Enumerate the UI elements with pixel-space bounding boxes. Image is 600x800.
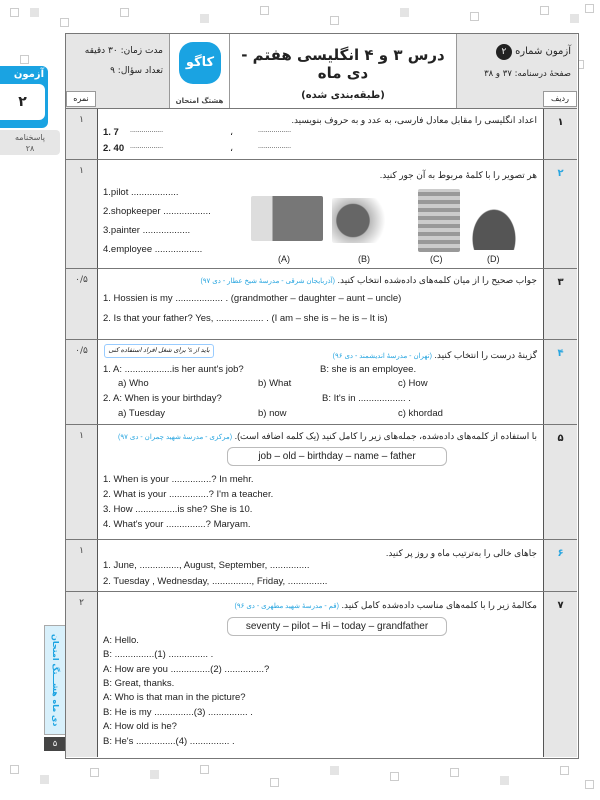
decorative-square <box>585 4 594 13</box>
picture-caption: (B) <box>358 254 370 264</box>
option[interactable]: b) What <box>258 378 292 389</box>
dialogue-line: A: How old is he? <box>103 721 177 732</box>
separator: ، <box>230 143 234 154</box>
question-item[interactable]: 2. Tuesday , Wednesday, ..............., Friday, ............... <box>103 576 328 587</box>
page-number: ۵ <box>44 737 66 751</box>
question-text <box>333 350 537 361</box>
decorative-square <box>30 8 39 17</box>
question-item[interactable]: 2. Is that your father? Yes, .................. . (I am – she is – he is – It is) <box>103 313 388 324</box>
answer-label: پاسخنامه <box>15 133 45 142</box>
decorative-square <box>390 772 399 781</box>
item-label: 1. 7 <box>103 127 119 138</box>
dialogue-line[interactable]: A: How are you ...............(2) ...............? <box>103 664 270 675</box>
match-item[interactable]: 2.shopkeeper .................. <box>103 206 211 217</box>
item-label: 2. 40 <box>103 143 125 154</box>
decorative-square <box>10 765 19 774</box>
lesson-pages: صفحهٔ درسنامه: ۳۷ و ۳۸ <box>484 69 571 79</box>
question-source: (مرکزی - مدرسهٔ شهید چمران - دی ۹۷) <box>118 434 233 441</box>
exam-number-badge: ۲ <box>496 44 512 60</box>
separator: ، <box>230 127 234 138</box>
instruction: مکالمهٔ زیر را با کلمه‌های مناسب داده‌شده کامل کنید. <box>341 600 537 610</box>
logo-area <box>170 34 230 108</box>
exam-sheet <box>65 33 579 759</box>
exam-time: مدت زمان: ۳۰ دقیقه <box>84 46 163 56</box>
question-score: ۱ <box>66 160 98 268</box>
word-bank: seventy – pilot – Hi – today – grandfather <box>227 617 447 636</box>
question-text <box>235 600 538 611</box>
instruction: گزینهٔ درست را انتخاب کنید. <box>434 350 537 360</box>
decorative-square <box>270 778 279 787</box>
question-row <box>66 424 577 539</box>
match-item[interactable]: 1.pilot .................. <box>103 187 179 198</box>
option[interactable]: a) Tuesday <box>118 408 165 419</box>
handwritten-note: باید از s' برای شغل افراد استفاده کنی <box>104 344 214 358</box>
decorative-square <box>570 14 579 23</box>
answer-blank[interactable]: ................. <box>258 143 292 150</box>
painter-picture <box>332 198 402 243</box>
question-score: ۰/۵ <box>66 269 98 339</box>
question-item: 2. A: When is your birthday? <box>103 393 222 404</box>
option[interactable]: b) now <box>258 408 287 419</box>
decorative-square <box>540 6 549 15</box>
option[interactable]: c) khordad <box>398 408 443 419</box>
decorative-square <box>90 768 99 777</box>
decorative-square <box>260 6 269 15</box>
brand-name: هشتگ امتحان <box>175 97 224 105</box>
question-text: اعداد انگلیسی را مقابل معادل فارسی، به عدد و به حروف بنویسید. <box>291 115 537 125</box>
question-text: هر تصویر را با کلمهٔ مربوط به آن جور کنید. <box>379 170 537 180</box>
title-area <box>230 34 457 108</box>
question-number: ۱ <box>543 109 577 159</box>
side-exam-tab[interactable] <box>0 66 48 128</box>
decorative-square <box>500 776 509 785</box>
question-row <box>66 108 577 159</box>
question-score: ۱ <box>66 425 98 539</box>
answer-blank[interactable]: ................. <box>130 143 164 150</box>
question-number: ۴ <box>543 340 577 424</box>
instruction: جواب صحیح را از میان کلمه‌های داده‌شده انتخاب کنید. <box>337 275 537 285</box>
decorative-square <box>40 775 49 784</box>
question-number: ۶ <box>543 540 577 591</box>
pilot-picture <box>472 194 527 250</box>
answer-blank[interactable]: ................. <box>130 127 164 134</box>
question-score: ۱ <box>66 540 98 591</box>
decorative-square <box>60 18 69 27</box>
decorative-square <box>400 8 409 17</box>
question-row <box>66 268 577 339</box>
question-score: ۱ <box>66 109 98 159</box>
question-number: ۵ <box>543 425 577 539</box>
decorative-square <box>120 8 129 17</box>
question-number: ۲ <box>543 160 577 268</box>
question-item[interactable]: 1. June, ..............., August, September, ............... <box>103 560 310 571</box>
question-row <box>66 591 577 757</box>
side-tab-label: آزمون <box>13 69 44 80</box>
decorative-square <box>470 12 479 21</box>
question-item[interactable]: 2. What is your ...............? I'm a teacher. <box>103 489 274 500</box>
question-source: (قم - مدرسهٔ شهید مطهری - دی ۹۶) <box>234 603 339 610</box>
dialogue-line: A: Hello. <box>103 635 139 646</box>
question-text <box>200 275 537 286</box>
question-item: 1. A: ..................is her aunt's job? <box>103 364 244 375</box>
question-source: (آذربایجان شرقی - مدرسهٔ شیخ عطار - دی ۹۷) <box>200 278 335 285</box>
page-subtitle: (طبقه‌بندی شده) <box>301 90 385 101</box>
picture-caption: (C) <box>430 254 443 264</box>
question-row <box>66 539 577 591</box>
score-header: نمره <box>66 91 96 107</box>
dialogue-line[interactable]: B: ...............(1) ............... . <box>103 649 214 660</box>
question-item[interactable]: 4. What's your ...............? Maryam. <box>103 519 251 530</box>
question-row <box>66 339 577 424</box>
question-item[interactable]: 1. Hossien is my .................. . (grandmother – daughter – aunt – uncle) <box>103 293 402 304</box>
brand-logo: کاگو <box>179 42 221 84</box>
dialogue-line: B: Great, thanks. <box>103 678 175 689</box>
decorative-square <box>330 16 339 25</box>
answer-page: ۲۸ <box>25 144 35 153</box>
dialogue-line[interactable]: B: He's ...............(4) ............... . <box>103 736 235 747</box>
decorative-square <box>450 768 459 777</box>
decorative-square <box>585 780 594 789</box>
exam-label <box>496 44 571 60</box>
match-item[interactable]: 3.painter .................. <box>103 225 191 236</box>
decorative-square <box>560 766 569 775</box>
word-bank: job – old – birthday – name – father <box>227 447 447 466</box>
decorative-square <box>200 765 209 774</box>
question-number: ۷ <box>543 592 577 757</box>
vertical-brand: دی ماه هشـــتگ امتحان <box>44 625 66 735</box>
option[interactable]: a) Who <box>118 378 149 389</box>
picture-caption: (D) <box>487 254 500 264</box>
question-row <box>66 159 577 268</box>
decorative-square <box>330 766 339 775</box>
question-number: ۳ <box>543 269 577 339</box>
decorative-square <box>10 8 19 17</box>
row-header: ردیف <box>543 91 577 107</box>
question-score: ۲ <box>66 592 98 757</box>
question-text <box>118 431 537 442</box>
exam-label-text: آزمون شماره <box>515 46 571 57</box>
header-info <box>66 34 170 108</box>
dialogue-line: A: Who is that man in the picture? <box>103 692 246 703</box>
question-score: ۰/۵ <box>66 340 98 424</box>
page-title: درس ۳ و ۴ انگلیسی هفتم - دی ماه <box>241 46 445 82</box>
answer-key-ref <box>0 130 60 155</box>
question-item[interactable]: 1. When is your ...............? In mehr. <box>103 474 254 485</box>
shopkeeper-picture <box>418 189 460 252</box>
option[interactable]: c) How <box>398 378 428 389</box>
instruction: با استفاده از کلمه‌های داده‌شده، جمله‌های زیر را کامل کنید (یک کلمه اضافه است). <box>234 431 537 441</box>
picture-caption: (A) <box>278 254 290 264</box>
question-answer: B: she is an employee. <box>320 364 417 375</box>
exam-id-area <box>457 34 577 108</box>
side-tab-number: ۲ <box>0 84 45 120</box>
match-item[interactable]: 4.employee .................. <box>103 244 203 255</box>
question-text: جاهای خالی را به‌ترتیب ماه و روز پر کنید. <box>385 548 537 558</box>
decorative-square <box>200 14 209 23</box>
decorative-square <box>20 55 29 64</box>
question-answer: B: It's in .................. . <box>322 393 411 404</box>
question-item[interactable]: 3. How ................is she? She is 10. <box>103 504 253 515</box>
decorative-square <box>150 770 159 779</box>
dialogue-line[interactable]: B: He is my ...............(3) ............... . <box>103 707 253 718</box>
question-count: تعداد سؤال: ۹ <box>110 66 163 76</box>
question-source: (تهران - مدرسهٔ اندیشمند - دی ۹۶) <box>332 353 432 360</box>
employee-picture <box>251 196 323 241</box>
answer-blank[interactable]: ................. <box>258 127 292 134</box>
